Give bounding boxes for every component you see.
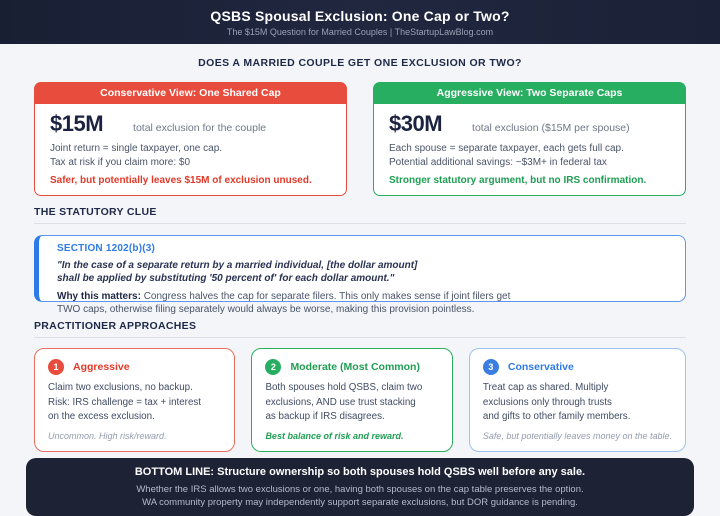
statute-section-ref: SECTION 1202(b)(3) [57,243,156,254]
aggressive-amount: $30M [389,111,443,136]
detail-line: Tax at risk if you claim more: $0 [50,156,191,168]
number-badge: 2 [265,359,281,375]
description-line: as backup if IRS disagrees. [265,411,385,422]
page-subtitle: The $15M Question for Married Couples | TheStartupLawBlog.com [226,26,494,37]
view-comparison-row [34,82,686,196]
statute-quote-box [34,235,686,315]
why-this-matters [57,290,669,316]
bottom-line-details [44,483,676,509]
approach-card-moderate [251,348,452,452]
main-content [0,57,720,452]
number-badge: 3 [483,359,499,375]
approach-card-header [483,359,672,375]
practitioner-approaches-heading: PRACTITIONER APPROACHES [34,320,197,332]
approach-card-conservative [469,348,686,452]
conservative-detail-lines [50,142,331,169]
question-heading: DOES A MARRIED COUPLE GET ONE EXCLUSION OR TWO? [198,57,522,69]
aggressive-detail-lines [389,142,670,169]
bottom-line: WA community property may independently support separate exclusions, but DOR guidance is pending. [142,496,578,508]
bottom-line-banner [26,458,694,516]
aggressive-view-body [373,104,686,196]
bottom-line-headline: BOTTOM LINE: Structure ownership so both spouses hold QSBS well before any sale. [134,465,586,478]
statutory-clue-heading: THE STATUTORY CLUE [34,206,157,218]
approach-card-aggressive [34,348,235,452]
number-badge: 1 [48,359,64,375]
description-line: and gifts to other family members. [482,411,631,422]
aggressive-takeaway: Stronger statutory argument, but no IRS confirmation. [389,175,647,186]
aggressive-view-card [373,82,686,196]
aggressive-amount-caption: total exclusion ($15M per spouse) [472,122,630,134]
description-line: exclusions, AND use trust stacking [265,396,416,408]
quote-line: shall be applied by substituting '50 percent of' for each dollar amount." [57,273,395,284]
aggressive-view-header: Aggressive View: Two Separate Caps [373,82,686,104]
approach-title: Aggressive [73,361,130,373]
conservative-view-card [34,82,347,196]
conservative-amount-row [50,112,331,136]
approach-note: Best balance of risk and reward. [265,430,404,441]
detail-line: Each spouse = separate taxpayer, each gets full cap. [389,143,624,154]
why-label: Why this matters: [57,291,141,302]
statute-quote [57,259,669,285]
description-line: Both spouses hold QSBS, claim two [265,382,423,393]
quote-line: "In the case of a separate return by a married individual, [the dollar amount] [57,260,418,271]
section-divider [34,337,686,338]
conservative-amount: $15M [50,111,104,136]
why-line: TWO caps, otherwise filing separately would always be worse, making this provision pointless. [57,304,475,315]
section-divider [34,223,686,224]
detail-line: Joint return = single taxpayer, one cap. [50,143,223,154]
why-line: Congress halves the cap for separate filers. This only makes sense if joint filers get [143,291,511,302]
aggressive-amount-row [389,112,670,136]
conservative-amount-caption: total exclusion for the couple [133,122,267,134]
approach-note: Uncommon. High risk/reward. [48,430,167,441]
conservative-view-body [34,104,347,196]
page-header [0,0,720,44]
approach-title: Conservative [507,361,574,373]
description-line: Risk: IRS challenge = tax + interest [48,396,202,408]
bottom-line: Whether the IRS allows two exclusions or one, having both spouses on the cap table preserves the option. [136,483,584,495]
approach-cards-row [34,348,686,452]
description-line: Claim two exclusions, no backup. [48,382,193,393]
approach-title: Moderate (Most Common) [290,361,420,373]
page-title: QSBS Spousal Exclusion: One Cap or Two? [210,7,510,24]
conservative-takeaway: Safer, but potentially leaves $15M of exclusion unused. [50,175,312,186]
description-line: exclusions only through trusts [482,396,612,408]
approach-card-header [48,359,221,375]
approach-description [483,381,672,425]
approach-description [48,381,221,425]
description-line: on the excess exclusion. [48,411,155,422]
approach-description [265,381,438,425]
detail-line: Potential additional savings: ~$3M+ in federal tax [389,156,607,168]
conservative-view-header: Conservative View: One Shared Cap [34,82,347,104]
approach-note: Safe, but potentially leaves money on the table. [482,430,672,441]
description-line: Treat cap as shared. Multiply [482,382,609,393]
approach-card-header [265,359,438,375]
